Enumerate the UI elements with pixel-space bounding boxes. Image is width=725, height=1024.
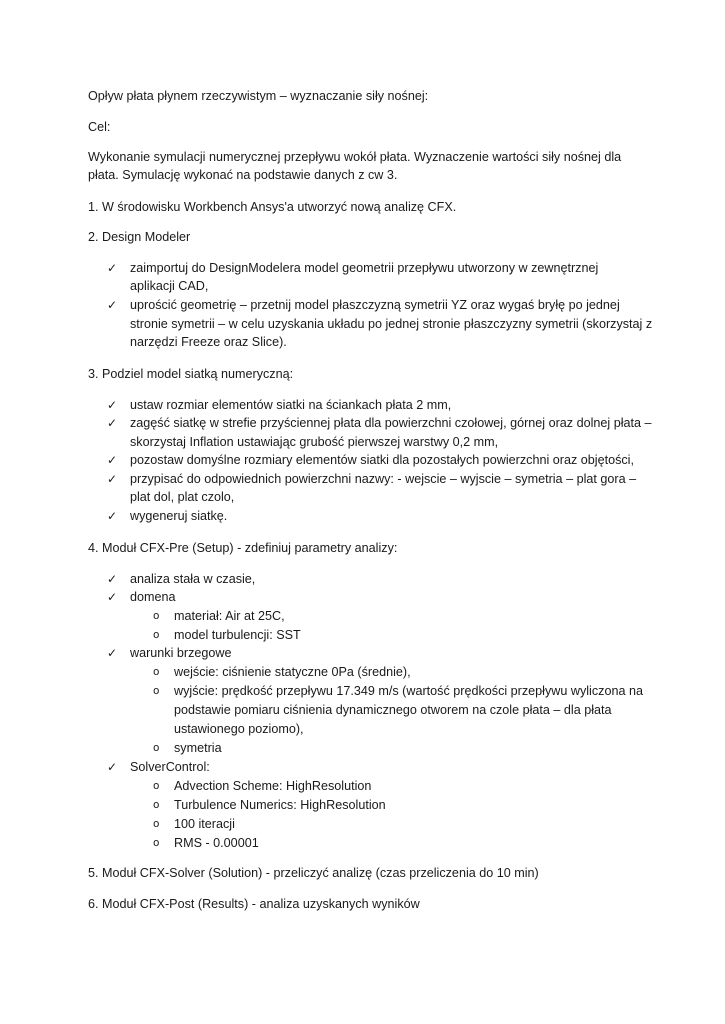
step-4-subitem: 100 iteracji [174,817,235,831]
goal-text-line: Wykonanie symulacji numerycznej przepływu wokół płata. Wyznaczenie wartości siły nośnej dla [88,150,622,164]
step-4-subitem: wyjście: prędkość przepływu 17.349 m/s (wartość prędkości przepływu wyliczona na [174,684,643,698]
step-3-item: skorzystaj Inflation ustawiając grubość pierwszej warstwy 0,2 mm, [130,435,499,449]
step-3-item: plat dol, plat czolo, [130,490,235,504]
checkmark-icon: ✓ [107,416,118,430]
step-4-item: domena [130,590,176,604]
step-2-item: aplikacji CAD, [130,279,209,293]
step-4-heading: 4. Moduł CFX-Pre (Setup) - zdefiniuj parametry analizy: [88,541,398,555]
step-2-heading: 2. Design Modeler [88,230,191,244]
circle-bullet-icon: o [153,742,160,754]
goal-label: Cel: [88,120,111,134]
checkmark-icon: ✓ [107,646,118,660]
step-3-heading: 3. Podziel model siatką numeryczną: [88,367,294,381]
step-4-subitem: podstawie pomiaru ciśnienia dynamicznego otworem na czole płata – dla płata [174,703,612,717]
step-4-subitem: materiał: Air at 25C, [174,609,285,623]
checkmark-icon: ✓ [107,398,118,412]
circle-bullet-icon: o [153,837,160,849]
checkmark-icon: ✓ [107,572,118,586]
step-3-item: ustaw rozmiar elementów siatki na ściankach płata 2 mm, [130,398,452,412]
step-4-item: analiza stała w czasie, [130,572,256,586]
step-6: 6. Moduł CFX-Post (Results) - analiza uzyskanych wyników [88,897,420,911]
document-title: Opływ płata płynem rzeczywistym – wyznaczanie siły nośnej: [88,89,429,103]
step-5: 5. Moduł CFX-Solver (Solution) - przeliczyć analizę (czas przeliczenia do 10 min) [88,866,539,880]
goal-text-line: płata. Symulację wykonać na podstawie danych z cw 3. [88,168,398,182]
circle-bullet-icon: o [153,666,160,678]
checkmark-icon: ✓ [107,509,118,523]
step-3-item: przypisać do odpowiednich powierzchni nazwy: - wejscie – wyjscie – symetria – plat gora – [130,472,637,486]
step-1: 1. W środowisku Workbench Ansys'a utworzyć nową analizę CFX. [88,200,457,214]
step-4-subitem: ustawionego poziomo), [174,722,304,736]
checkmark-icon: ✓ [107,261,118,275]
step-4-subitem: RMS - 0.00001 [174,836,259,850]
checkmark-icon: ✓ [107,760,118,774]
step-2-item: stronie symetrii – w celu uzyskania układu po jednej stronie płaszczyzny symetrii (skorzystaj z [130,317,653,331]
step-2-item: zaimportuj do DesignModelera model geometrii przepływu utworzony w zewnętrznej [130,261,599,275]
step-4-subitem: wejście: ciśnienie statyczne 0Pa (średnie), [174,665,411,679]
step-3-item: zagęść siatkę w strefie przyściennej płata dla powierzchni czołowej, górnej oraz dolnej płata – [130,416,652,430]
step-3-item: pozostaw domyślne rozmiary elementów siatki dla pozostałych powierzchni oraz objętości, [130,453,634,467]
step-3-item: wygeneruj siatkę. [130,509,228,523]
circle-bullet-icon: o [153,799,160,811]
step-4-subitem: Advection Scheme: HighResolution [174,779,372,793]
circle-bullet-icon: o [153,818,160,830]
circle-bullet-icon: o [153,629,160,641]
checkmark-icon: ✓ [107,298,118,312]
step-4-subitem: Turbulence Numerics: HighResolution [174,798,386,812]
step-2-item: uprościć geometrię – przetnij model płaszczyzną symetrii YZ oraz wygaś bryłę po jednej [130,298,620,312]
circle-bullet-icon: o [153,685,160,697]
checkmark-icon: ✓ [107,472,118,486]
circle-bullet-icon: o [153,780,160,792]
circle-bullet-icon: o [153,610,160,622]
step-4-item: SolverControl: [130,760,210,774]
step-2-item: narzędzi Freeze oraz Slice). [130,335,287,349]
step-4-subitem: symetria [174,741,222,755]
checkmark-icon: ✓ [107,590,118,604]
checkmark-icon: ✓ [107,453,118,467]
step-4-subitem: model turbulencji: SST [174,628,301,642]
step-4-item: warunki brzegowe [130,646,232,660]
